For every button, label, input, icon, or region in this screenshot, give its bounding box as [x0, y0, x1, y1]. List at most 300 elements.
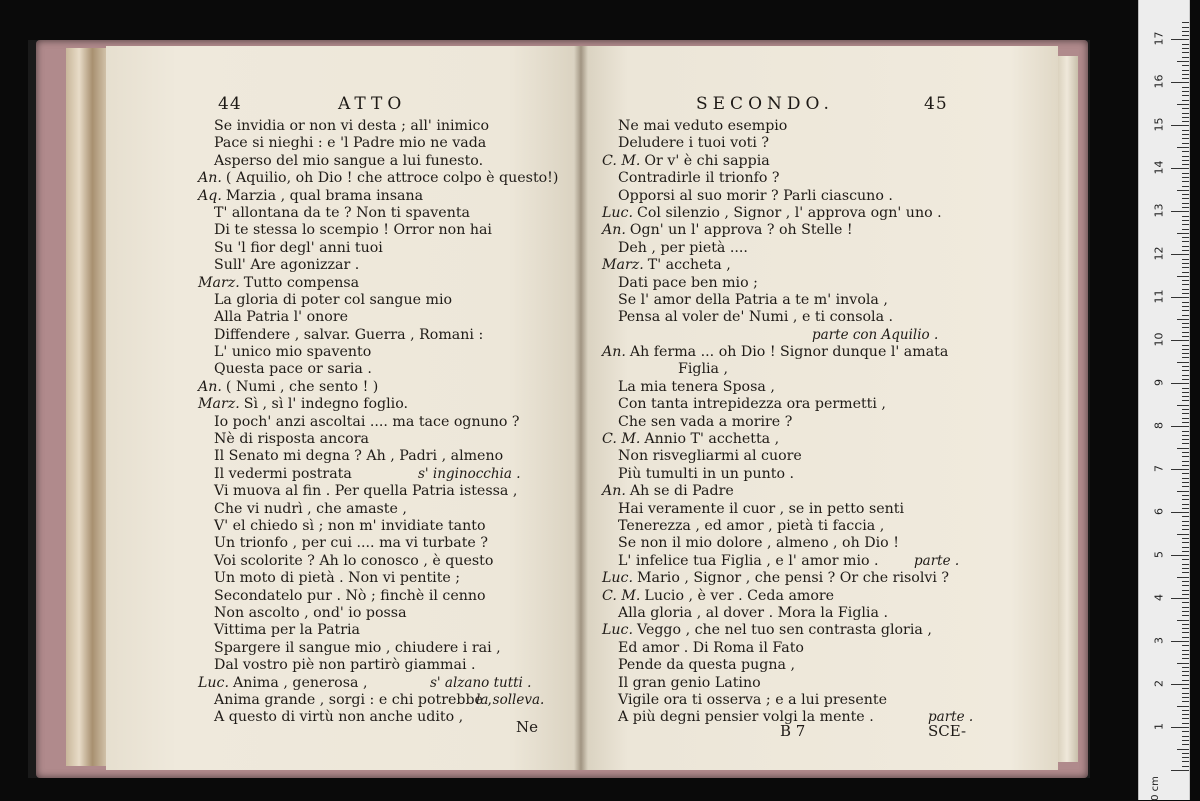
- ruler-tick: [1182, 654, 1189, 655]
- verse-text: Annio T' acchetta ,: [644, 431, 780, 448]
- ruler-tick: [1182, 559, 1189, 560]
- text-line: [198, 501, 558, 518]
- ruler-number: 9: [1152, 379, 1166, 387]
- ruler-tick: [1171, 39, 1189, 40]
- verse-text: La gloria di poter col sangue mio: [214, 291, 453, 308]
- ruler-tick: [1177, 749, 1189, 750]
- text-line: [602, 692, 949, 709]
- text-line: [198, 396, 558, 413]
- verse-text: T' allontana da te ? Non ti spaventa: [214, 204, 471, 221]
- ruler-tick: [1182, 736, 1189, 737]
- ruler-tick: [1182, 160, 1189, 161]
- verse-text: Vi muova al fin . Per quella Patria istessa ,: [214, 483, 518, 500]
- ruler-tick: [1182, 710, 1189, 711]
- ruler-tick: [1182, 688, 1189, 689]
- ruler-tick: [1177, 620, 1189, 621]
- text-line: [198, 361, 558, 378]
- verse-text: Ah ferma ... oh Dio ! Signor dunque l' amata: [629, 344, 949, 361]
- ruler-tick: [1182, 22, 1189, 23]
- ruler-tick: [1171, 168, 1189, 169]
- verse-text: Io poch' anzi ascoltai .... ma tace ognuno ?: [214, 413, 520, 430]
- ruler-tick: [1182, 349, 1189, 350]
- ruler-tick: [1177, 362, 1189, 363]
- text-line: [198, 431, 558, 448]
- verse-text: A più degni pensier volgi la mente .: [618, 709, 874, 726]
- ruler-tick: [1182, 465, 1189, 466]
- ruler-tick: [1182, 143, 1189, 144]
- ruler-tick: [1171, 512, 1189, 513]
- ruler-tick: [1182, 315, 1189, 316]
- ruler-tick: [1182, 138, 1189, 139]
- book-gutter: [574, 46, 588, 770]
- ruler-tick: [1182, 486, 1189, 487]
- ruler-tick: [1182, 602, 1189, 603]
- text-line: [602, 448, 949, 465]
- text-line: [602, 552, 960, 570]
- ruler-number: 17: [1152, 31, 1166, 46]
- verse-text: Or v' è chi sappia: [644, 152, 770, 169]
- ruler-tick: [1171, 125, 1189, 126]
- ruler-tick: [1171, 641, 1189, 642]
- text-line: [602, 379, 949, 396]
- speaker-label: C. M.: [602, 152, 641, 169]
- ruler-tick: [1182, 229, 1189, 230]
- verse-text: Veggo , che nel tuo sen contrasta gloria ,: [637, 622, 932, 639]
- verse-text: Pace si nieghi : e 'l Padre mio ne vada: [214, 135, 487, 152]
- ruler-tick: [1182, 164, 1189, 165]
- ruler-tick: [1182, 306, 1189, 307]
- text-line: [602, 518, 949, 535]
- ruler-tick: [1182, 194, 1189, 195]
- ruler-tick: [1182, 611, 1189, 612]
- ruler-tick: [1182, 327, 1189, 328]
- ruler-tick: [1171, 426, 1189, 427]
- text-line: [602, 292, 949, 309]
- ruler-tick: [1182, 473, 1189, 474]
- text-line: [198, 118, 558, 135]
- ruler-tick: [1182, 284, 1189, 285]
- verse-text: Sull' Are agonizzar .: [214, 257, 360, 274]
- verse-text: Voi scolorite ? Ah lo conosco , è questo: [214, 552, 494, 569]
- ruler-tick: [1182, 293, 1189, 294]
- verse-text: Il vedermi postrata: [214, 465, 352, 482]
- ruler-tick: [1182, 108, 1189, 109]
- ruler-tick: [1182, 366, 1189, 367]
- ruler-tick: [1182, 95, 1189, 96]
- text-line: [602, 535, 949, 552]
- ruler-tick: [1182, 91, 1189, 92]
- ruler-tick: [1182, 237, 1189, 238]
- ruler-tick: [1182, 323, 1189, 324]
- ruler-tick: [1182, 757, 1189, 758]
- ruler-tick: [1182, 357, 1189, 358]
- stage-direction: parte con Aquilio .: [812, 326, 939, 343]
- ruler-tick: [1182, 766, 1189, 767]
- ruler-tick: [1182, 173, 1189, 174]
- ruler-tick: [1171, 770, 1189, 771]
- text-line: [198, 327, 558, 344]
- ruler-tick: [1182, 478, 1189, 479]
- text-line: [602, 709, 974, 726]
- ruler-tick: [1182, 572, 1189, 573]
- ruler-tick: [1177, 147, 1189, 148]
- ruler-number: 12: [1152, 246, 1166, 261]
- ruler-tick: [1182, 87, 1189, 88]
- text-line: [198, 170, 558, 187]
- verse-text: Secondatelo pur . Nò ; finchè il cenno: [214, 587, 486, 604]
- ruler-tick: [1182, 499, 1189, 500]
- ruler-tick: [1182, 44, 1189, 45]
- verse-text: Anima grande , sorgi : e chi potrebbe ,: [214, 691, 492, 708]
- speaker-label: An.: [198, 170, 222, 187]
- ruler-tick: [1182, 542, 1189, 543]
- ruler-tick: [1182, 740, 1189, 741]
- verse-text: Tenerezza , ed amor , pietà ti faccia ,: [618, 517, 885, 534]
- ruler-tick: [1182, 263, 1189, 264]
- ruler-tick: [1182, 615, 1189, 616]
- ruler-tick: [1182, 310, 1189, 311]
- text-line: [602, 657, 949, 674]
- verse-text: Deh , per pietà ....: [618, 239, 748, 256]
- verse-text: La mia tenera Sposa ,: [618, 378, 775, 395]
- ruler-tick: [1171, 469, 1189, 470]
- ruler-unit-label: 0 cm: [1149, 776, 1161, 801]
- ruler-tick: [1182, 267, 1189, 268]
- ruler-tick: [1171, 727, 1189, 728]
- verse-text: Opporsi al suo morir ? Parli ciascuno .: [618, 187, 893, 204]
- ruler-tick: [1182, 585, 1189, 586]
- ruler-tick: [1182, 224, 1189, 225]
- ruler-tick: [1182, 525, 1189, 526]
- text-line: [198, 240, 558, 257]
- ruler-tick: [1177, 448, 1189, 449]
- ruler-number: 5: [1152, 551, 1166, 559]
- ruler-tick: [1182, 551, 1189, 552]
- ruler-tick: [1182, 130, 1189, 131]
- ruler-tick: [1182, 70, 1189, 71]
- ruler-tick: [1182, 529, 1189, 530]
- text-line: [602, 466, 949, 483]
- ruler-tick: [1182, 671, 1189, 672]
- ruler-tick: [1182, 31, 1189, 32]
- running-header-right: SECONDO.: [696, 94, 834, 114]
- ruler-number: 1: [1152, 723, 1166, 731]
- ruler-tick: [1182, 396, 1189, 397]
- ruler-tick: [1182, 632, 1189, 633]
- verse-text: Ogn' un l' approva ? oh Stelle !: [629, 222, 853, 239]
- text-line: [198, 344, 558, 361]
- speaker-label: Aq.: [198, 187, 222, 204]
- verse-text: Se invidia or non vi desta ; all' inimico: [214, 118, 490, 134]
- text-line: [198, 309, 558, 326]
- ruler-tick: [1182, 332, 1189, 333]
- ruler-number: 3: [1152, 637, 1166, 645]
- ruler-tick: [1182, 181, 1189, 182]
- ruler-tick: [1177, 233, 1189, 234]
- text-line: [198, 257, 558, 274]
- text-line: [602, 275, 949, 292]
- page-number-right: 45: [924, 94, 948, 114]
- verse-text: Contradirle il trionfo ?: [618, 170, 780, 187]
- verse-text: Che sen vada a morire ?: [618, 413, 793, 430]
- ruler-tick: [1177, 491, 1189, 492]
- text-line: [602, 605, 949, 622]
- signature-mark: B 7: [780, 722, 806, 740]
- verse-text: Tutto compensa: [243, 274, 360, 291]
- ruler-tick: [1177, 663, 1189, 664]
- ruler-tick: [1182, 78, 1189, 79]
- ruler-tick: [1182, 27, 1189, 28]
- stage-direction: s' alzano tutti .: [430, 674, 532, 691]
- ruler-number: 4: [1152, 594, 1166, 602]
- ruler-tick: [1182, 568, 1189, 569]
- ruler-tick: [1182, 392, 1189, 393]
- verse-text: Un moto di pietà . Non vi pentite ;: [214, 570, 461, 587]
- page-edges-left: [66, 48, 110, 766]
- verse-text: T' accheta ,: [647, 257, 731, 274]
- text-line: [198, 448, 558, 465]
- verse-text: Lucio , è ver . Ceda amore: [644, 587, 835, 604]
- ruler-tick: [1182, 461, 1189, 462]
- ruler-tick: [1182, 100, 1189, 101]
- ruler-number: 16: [1152, 74, 1166, 89]
- ruler-tick: [1182, 624, 1189, 625]
- ruler-number: 8: [1152, 422, 1166, 430]
- ruler-tick: [1182, 701, 1189, 702]
- ruler-tick: [1182, 693, 1189, 694]
- text-line: [602, 570, 949, 587]
- ruler-tick: [1182, 443, 1189, 444]
- ruler-tick: [1182, 203, 1189, 204]
- text-line: [198, 379, 558, 396]
- speaker-label: An.: [602, 483, 626, 500]
- ruler-tick: [1177, 405, 1189, 406]
- stage-direction: parte .: [928, 709, 974, 726]
- ruler-tick: [1182, 151, 1189, 152]
- speaker-label: Luc.: [602, 204, 634, 221]
- ruler-tick: [1182, 400, 1189, 401]
- ruler-tick: [1182, 409, 1189, 410]
- ruler-tick: [1182, 547, 1189, 548]
- ruler-tick: [1182, 714, 1189, 715]
- ruler-tick: [1182, 731, 1189, 732]
- speaker-label: An.: [602, 344, 626, 361]
- stage-direction: parte .: [914, 552, 960, 569]
- speaker-label: An.: [602, 222, 626, 239]
- text-line: [198, 153, 558, 170]
- ruler-tick: [1182, 345, 1189, 346]
- verse-text: Se non il mio dolore , almeno , oh Dio !: [618, 535, 899, 552]
- ruler-tick: [1182, 117, 1189, 118]
- verse-text: V' el chiedo sì ; non m' invidiate tanto: [214, 517, 486, 534]
- verse-text: Vigile ora ti osserva ; e a lui presente: [618, 691, 887, 708]
- text-line: [198, 657, 558, 674]
- text-line: [602, 170, 949, 187]
- speaker-label: An.: [198, 378, 222, 395]
- verse-text: Con tanta intrepidezza ora permetti ,: [618, 396, 886, 413]
- verse-text: Ah se di Padre: [629, 483, 734, 500]
- verse-text: Dal vostro piè non partirò giammai .: [214, 657, 476, 674]
- ruler-tick: [1182, 418, 1189, 419]
- ruler-tick: [1171, 254, 1189, 255]
- ruler-tick: [1177, 706, 1189, 707]
- ruler-tick: [1182, 74, 1189, 75]
- ruler-tick: [1182, 564, 1189, 565]
- catchword-left: Ne: [516, 718, 539, 736]
- ruler-tick: [1182, 121, 1189, 122]
- ruler-tick: [1182, 216, 1189, 217]
- ruler-tick: [1182, 186, 1189, 187]
- ruler-tick: [1182, 667, 1189, 668]
- text-line: [602, 483, 949, 500]
- ruler-tick: [1182, 431, 1189, 432]
- speaker-label: Luc.: [602, 570, 634, 587]
- text-line: [602, 344, 949, 361]
- text-line: [198, 553, 558, 570]
- verse-text: Non ascolto , ond' io possa: [214, 604, 407, 621]
- verse-text: Sì , sì l' indegno foglio.: [243, 396, 409, 413]
- text-line: [198, 709, 558, 726]
- verse-text: L' unico mio spavento: [214, 344, 372, 361]
- text-line: [198, 570, 558, 587]
- text-line: [602, 675, 949, 692]
- text-line: [198, 292, 558, 309]
- ruler-tick: [1182, 422, 1189, 423]
- ruler-tick: [1182, 538, 1189, 539]
- ruler-number: 11: [1152, 289, 1166, 304]
- text-line: [602, 396, 949, 413]
- text-line: [602, 153, 949, 170]
- measurement-ruler: [1138, 0, 1190, 800]
- verse-text: Spargere il sangue mio , chiudere i rai ,: [214, 639, 501, 656]
- verse-text: Asperso del mio sangue a lui funesto.: [214, 152, 484, 169]
- ruler-tick: [1182, 198, 1189, 199]
- ruler-tick: [1171, 598, 1189, 599]
- verse-text: Questa pace or saria .: [214, 361, 372, 378]
- ruler-number: 10: [1152, 332, 1166, 347]
- verse-text: Che vi nudrì , che amaste ,: [214, 500, 407, 517]
- ruler-tick: [1182, 508, 1189, 509]
- ruler-tick: [1171, 555, 1189, 556]
- running-header-left: ATTO: [338, 94, 407, 114]
- ruler-tick: [1182, 650, 1189, 651]
- ruler-number: 6: [1152, 508, 1166, 516]
- page-edges-right: [1056, 56, 1078, 762]
- text-line: [602, 414, 949, 431]
- ruler-tick: [1182, 628, 1189, 629]
- ruler-tick: [1182, 52, 1189, 53]
- speaker-label: Marz.: [198, 274, 240, 291]
- ruler-tick: [1182, 272, 1189, 273]
- verse-text: Nè di risposta ancora: [214, 431, 369, 448]
- verse-text: Ne mai veduto esempio: [618, 118, 788, 134]
- verse-text: ( Aquilio, oh Dio ! che attroce colpo è questo!): [225, 170, 559, 187]
- ruler-tick: [1182, 594, 1189, 595]
- text-line: [602, 205, 949, 222]
- ruler-tick: [1177, 319, 1189, 320]
- text-line: [602, 640, 949, 657]
- text-line: [198, 188, 558, 205]
- ruler-tick: [1182, 680, 1189, 681]
- speaker-label: Luc.: [602, 622, 634, 639]
- text-line: [198, 622, 558, 639]
- verse-text: Alla gloria , al dover . Mora la Figlia .: [618, 604, 888, 621]
- ruler-tick: [1182, 607, 1189, 608]
- verse-text: Diffendere , salvar. Guerra , Romani :: [214, 326, 484, 343]
- verse-text: Il gran genio Latino: [618, 674, 761, 691]
- ruler-tick: [1182, 375, 1189, 376]
- text-line: [602, 188, 949, 205]
- text-line: [198, 518, 558, 535]
- speaker-label: C. M.: [602, 431, 641, 448]
- verse-text: Deludere i tuoi voti ?: [618, 135, 769, 152]
- speaker-label: Luc.: [198, 674, 230, 691]
- text-line: [198, 205, 558, 222]
- verse-text: Dati pace ben mio ;: [618, 274, 758, 291]
- ruler-tick: [1182, 280, 1189, 281]
- ruler-tick: [1182, 495, 1189, 496]
- verse-text: Non risvegliarmi al cuore: [618, 448, 802, 465]
- verse-text: ( Numi , che sento ! ): [225, 378, 379, 395]
- ruler-tick: [1182, 521, 1189, 522]
- verse-text: Ed amor . Di Roma il Fato: [618, 639, 804, 656]
- ruler-tick: [1182, 241, 1189, 242]
- verse-text: Un trionfo , per cui .... ma vi turbate ?: [214, 535, 488, 552]
- text-line: [198, 466, 558, 483]
- ruler-tick: [1182, 658, 1189, 659]
- ruler-tick: [1182, 353, 1189, 354]
- ruler-tick: [1182, 723, 1189, 724]
- verse-text: Se l' amor della Patria a te m' invola ,: [618, 291, 888, 308]
- ruler-tick: [1182, 289, 1189, 290]
- ruler-tick: [1182, 207, 1189, 208]
- text-line: [602, 431, 949, 448]
- ruler-tick: [1182, 134, 1189, 135]
- ruler-tick: [1182, 516, 1189, 517]
- ruler-tick: [1182, 744, 1189, 745]
- ruler-tick: [1182, 637, 1189, 638]
- text-line: [198, 588, 558, 605]
- ruler-tick: [1182, 302, 1189, 303]
- text-line: [602, 309, 949, 326]
- ruler-tick: [1182, 250, 1189, 251]
- ruler-tick: [1177, 534, 1189, 535]
- verse-text: Hai veramente il cuor , se in petto senti: [618, 500, 905, 517]
- verse-text: Vittima per la Patria: [214, 622, 361, 639]
- ruler-number: 14: [1152, 160, 1166, 175]
- text-line: [602, 135, 949, 152]
- ruler-tick: [1182, 379, 1189, 380]
- verse-text: Su 'l fior degl' anni tuoi: [214, 239, 383, 256]
- ruler-tick: [1182, 718, 1189, 719]
- right-text-block: [602, 118, 974, 727]
- ruler-tick: [1182, 456, 1189, 457]
- text-line: [198, 640, 558, 657]
- ruler-number: 15: [1152, 117, 1166, 132]
- ruler-tick: [1171, 340, 1189, 341]
- ruler-tick: [1177, 61, 1189, 62]
- text-line: [198, 605, 558, 622]
- ruler-tick: [1171, 297, 1189, 298]
- ruler-tick: [1182, 57, 1189, 58]
- verse-text: Anima , generosa ,: [233, 674, 368, 691]
- ruler-tick: [1182, 388, 1189, 389]
- ruler-tick: [1182, 482, 1189, 483]
- ruler-tick: [1171, 684, 1189, 685]
- page-number-left: 44: [218, 94, 242, 114]
- ruler-tick: [1182, 435, 1189, 436]
- ruler-tick: [1171, 211, 1189, 212]
